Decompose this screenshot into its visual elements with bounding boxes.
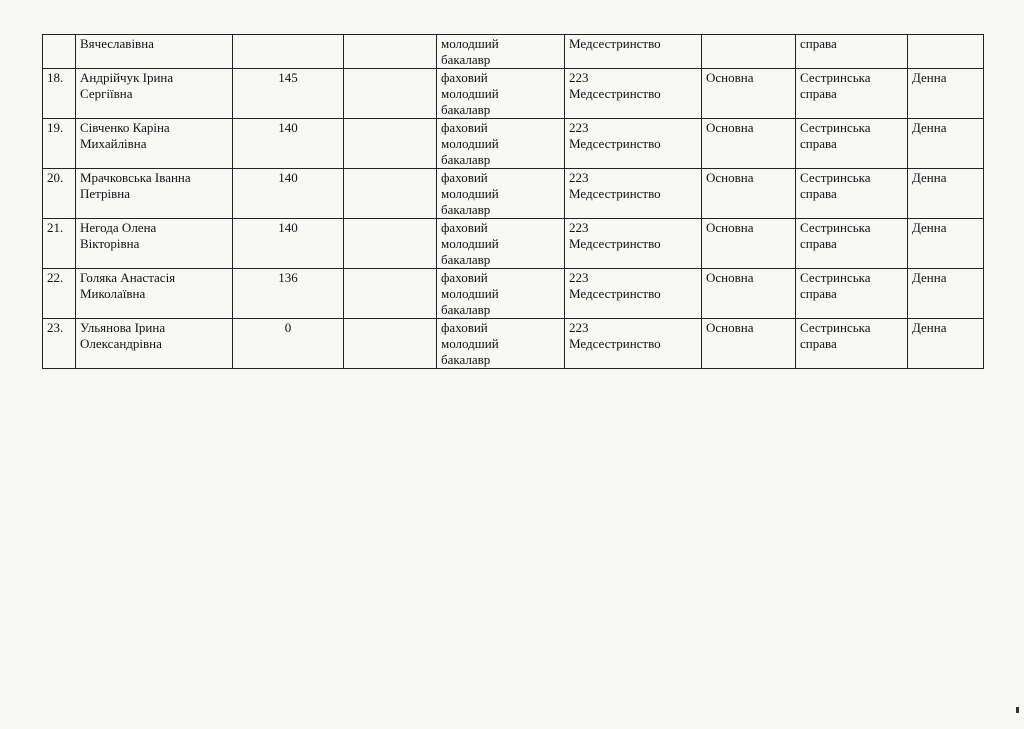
program-line: справа <box>800 336 837 351</box>
cell-basis <box>702 35 796 69</box>
cell-number: 21. <box>43 219 76 269</box>
specialty-line: Медсестринство <box>569 336 661 351</box>
scan-mark <box>1016 707 1019 713</box>
name-line: Вікторівна <box>80 236 140 251</box>
cell-specialty <box>565 69 702 119</box>
program-line: справа <box>800 36 837 51</box>
name-line: Миколаївна <box>80 286 146 301</box>
cell-empty <box>344 69 437 119</box>
cell-level <box>437 35 565 69</box>
program-line: Сестринська <box>800 120 871 135</box>
cell-program <box>796 119 908 169</box>
level-line: бакалавр <box>441 252 491 267</box>
cell-basis: Основна <box>702 119 796 169</box>
cell-level <box>437 269 565 319</box>
name-line: Михайлівна <box>80 136 147 151</box>
cell-number: 22. <box>43 269 76 319</box>
cell-program <box>796 219 908 269</box>
name-line: Андрійчук Ірина <box>80 70 174 85</box>
cell-basis: Основна <box>702 319 796 369</box>
level-line: фаховий <box>441 70 488 85</box>
cell-score: 140 <box>233 219 344 269</box>
cell-number: 20. <box>43 169 76 219</box>
specialty-line: 223 <box>569 270 589 285</box>
cell-name <box>76 119 233 169</box>
cell-program <box>796 35 908 69</box>
cell-score: 140 <box>233 119 344 169</box>
cell-specialty <box>565 169 702 219</box>
cell-form: Денна <box>908 169 984 219</box>
cell-form: Денна <box>908 219 984 269</box>
program-line: Сестринська <box>800 170 871 185</box>
level-line: молодший <box>441 286 499 301</box>
cell-program <box>796 69 908 119</box>
specialty-line: Медсестринство <box>569 86 661 101</box>
level-line: молодший <box>441 86 499 101</box>
cell-specialty <box>565 319 702 369</box>
cell-number <box>43 35 76 69</box>
cell-empty <box>344 169 437 219</box>
applicants-table <box>42 34 984 369</box>
program-line: справа <box>800 286 837 301</box>
level-line: молодший <box>441 186 499 201</box>
cell-empty <box>344 119 437 169</box>
cell-name <box>76 319 233 369</box>
cell-specialty <box>565 219 702 269</box>
cell-level <box>437 319 565 369</box>
cell-score <box>233 35 344 69</box>
cell-score: 0 <box>233 319 344 369</box>
program-line: Сестринська <box>800 220 871 235</box>
cell-empty <box>344 35 437 69</box>
program-line: справа <box>800 186 837 201</box>
level-line: молодший <box>441 236 499 251</box>
program-line: Сестринська <box>800 320 871 335</box>
level-line: молодший <box>441 36 499 51</box>
cell-level <box>437 169 565 219</box>
table-row <box>43 319 984 369</box>
cell-empty <box>344 269 437 319</box>
level-line: бакалавр <box>441 352 491 367</box>
cell-specialty <box>565 35 702 69</box>
cell-number: 19. <box>43 119 76 169</box>
cell-level <box>437 69 565 119</box>
cell-basis: Основна <box>702 69 796 119</box>
specialty-line: 223 <box>569 220 589 235</box>
name-line: Мрачковська Іванна <box>80 170 191 185</box>
level-line: фаховий <box>441 320 488 335</box>
level-line: молодший <box>441 136 499 151</box>
table-row <box>43 35 984 69</box>
name-line: Петрівна <box>80 186 130 201</box>
cell-empty <box>344 219 437 269</box>
level-line: молодший <box>441 336 499 351</box>
specialty-line: 223 <box>569 120 589 135</box>
cell-name <box>76 169 233 219</box>
level-line: фаховий <box>441 170 488 185</box>
name-line: Голяка Анастасія <box>80 270 176 285</box>
cell-program <box>796 319 908 369</box>
program-line: Сестринська <box>800 70 871 85</box>
cell-form: Денна <box>908 69 984 119</box>
cell-specialty <box>565 119 702 169</box>
program-line: справа <box>800 236 837 251</box>
table-row <box>43 119 984 169</box>
table-row <box>43 69 984 119</box>
specialty-line: Медсестринство <box>569 136 661 151</box>
cell-number: 23. <box>43 319 76 369</box>
cell-number: 18. <box>43 69 76 119</box>
cell-empty <box>344 319 437 369</box>
name-line: Ульянова Ірина <box>80 320 166 335</box>
level-line: бакалавр <box>441 102 491 117</box>
cell-level <box>437 219 565 269</box>
level-line: фаховий <box>441 270 488 285</box>
level-line: бакалавр <box>441 152 491 167</box>
cell-name <box>76 69 233 119</box>
program-line: Сестринська <box>800 270 871 285</box>
level-line: бакалавр <box>441 52 491 67</box>
table-row <box>43 269 984 319</box>
cell-form: Денна <box>908 319 984 369</box>
cell-program <box>796 269 908 319</box>
name-line: Сівченко Каріна <box>80 120 170 135</box>
specialty-line: 223 <box>569 320 589 335</box>
name-line: Вячеславівна <box>80 36 154 51</box>
cell-basis: Основна <box>702 219 796 269</box>
cell-specialty <box>565 269 702 319</box>
name-line: Сергіївна <box>80 86 133 101</box>
level-line: бакалавр <box>441 202 491 217</box>
cell-form: Денна <box>908 119 984 169</box>
program-line: справа <box>800 136 837 151</box>
level-line: фаховий <box>441 220 488 235</box>
cell-name <box>76 219 233 269</box>
level-line: фаховий <box>441 120 488 135</box>
program-line: справа <box>800 86 837 101</box>
cell-score: 136 <box>233 269 344 319</box>
cell-basis: Основна <box>702 269 796 319</box>
cell-name <box>76 35 233 69</box>
specialty-line: 223 <box>569 70 589 85</box>
table-row <box>43 169 984 219</box>
specialty-line: Медсестринство <box>569 186 661 201</box>
name-line: Олександрівна <box>80 336 162 351</box>
cell-program <box>796 169 908 219</box>
cell-name <box>76 269 233 319</box>
specialty-line: Медсестринство <box>569 36 661 51</box>
cell-form: Денна <box>908 269 984 319</box>
specialty-line: Медсестринство <box>569 236 661 251</box>
cell-form <box>908 35 984 69</box>
cell-score: 140 <box>233 169 344 219</box>
table-body <box>43 35 984 369</box>
table-row <box>43 219 984 269</box>
cell-basis: Основна <box>702 169 796 219</box>
specialty-line: Медсестринство <box>569 286 661 301</box>
name-line: Негода Олена <box>80 220 157 235</box>
level-line: бакалавр <box>441 302 491 317</box>
specialty-line: 223 <box>569 170 589 185</box>
cell-level <box>437 119 565 169</box>
cell-score: 145 <box>233 69 344 119</box>
